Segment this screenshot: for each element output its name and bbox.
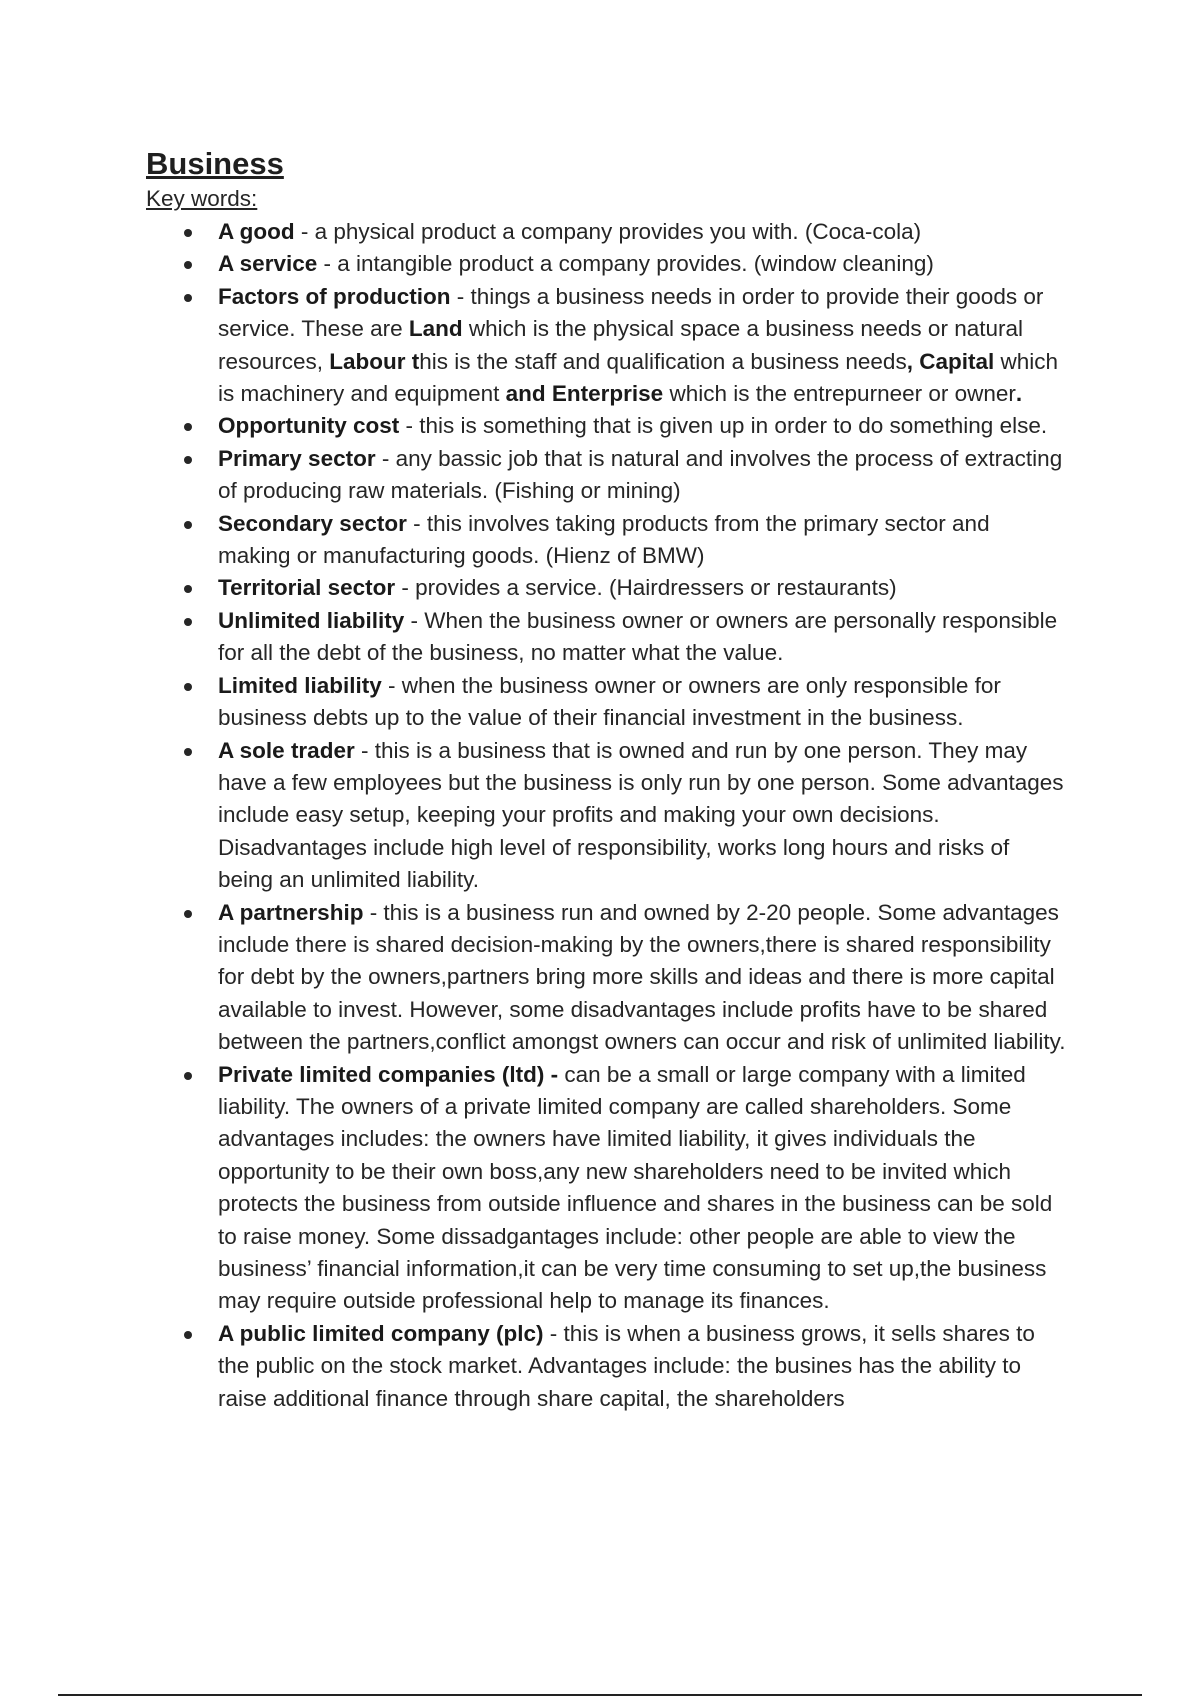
- list-item: [146, 248, 1066, 280]
- definition: - when the business owner or owners are only responsible for business debts up to the value of their financial investment in the business.: [218, 672, 1001, 731]
- term: Private limited companies (ltd) -: [218, 1061, 559, 1087]
- definition: - provides a service. (Hairdressers or restaurants): [395, 575, 897, 601]
- bullet-icon: [184, 683, 192, 691]
- term: Primary sector: [218, 445, 376, 471]
- list-item: [146, 410, 1066, 442]
- list-item: [146, 670, 1066, 735]
- term: Unlimited liability: [218, 607, 405, 633]
- definition: - this is a business run and owned by 2-20 people. Some advantages include there is shared decision-making by the owners,there is shared responsibility for debt by the owners,partners bring more skills and ideas and there is more capital available to invest. However, some disadvantages include profits have to be shared between the partners,conflict amongst owners can occur and risk of unlimited liability.: [218, 899, 1066, 1055]
- document-page: [146, 144, 1066, 1415]
- list-item: [146, 508, 1066, 573]
- definition: - this is when a business grows, it sells shares to the public on the stock market. Advantages include: the busines has the ability to raise additional finance through share capital, the shareholders: [218, 1320, 1035, 1411]
- bullet-icon: [184, 521, 192, 529]
- section-subtitle: Key words:: [146, 186, 258, 211]
- bullet-icon: [184, 229, 192, 237]
- term: Opportunity cost: [218, 413, 400, 439]
- definition: which is machinery and equipment: [218, 348, 1059, 407]
- list-item: [146, 443, 1066, 508]
- definition: - any bassic job that is natural and involves the process of extracting of producing raw materials. (Fishing or mining): [218, 445, 1063, 504]
- bullet-icon: [184, 618, 192, 626]
- term: A partnership: [218, 899, 364, 925]
- bullet-icon: [184, 456, 192, 464]
- page-divider: [58, 1694, 1142, 1696]
- bullet-icon: [184, 294, 192, 302]
- definition: - a intangible product a company provides. (window cleaning): [317, 251, 934, 277]
- key-words-list: [146, 216, 1066, 1415]
- list-item: [146, 281, 1066, 411]
- list-item: [146, 1059, 1066, 1318]
- period: .: [1015, 381, 1023, 407]
- term: A service: [218, 251, 318, 277]
- term: Limited liability: [218, 672, 382, 698]
- definition: - When the business owner or owners are personally responsible for all the debt of the business, no matter what the value.: [218, 607, 1058, 666]
- definition: - things a business needs in order to provide their goods or service. These are: [218, 283, 1044, 342]
- definition: his is the staff and qualification a business needs: [419, 348, 907, 374]
- term: A good: [218, 219, 295, 244]
- definition: - a physical product a company provides you with. (Coca-cola): [294, 219, 922, 244]
- list-item: [146, 897, 1066, 1059]
- term: Secondary sector: [218, 510, 407, 536]
- bullet-icon: [184, 748, 192, 756]
- term: Factors of production: [218, 283, 451, 309]
- list-item: [146, 216, 1066, 248]
- bullet-icon: [184, 910, 192, 918]
- bullet-icon: [184, 1331, 192, 1339]
- list-item: [146, 605, 1066, 670]
- page-title: Business: [146, 146, 284, 181]
- definition: which is the entrepurneer or owner: [663, 381, 1016, 407]
- definition: - this is a business that is owned and run by one person. They may have a few employees but the business is only run by one person. Some advantages include easy setup, keeping your profits and making your own decisions. Disadvantages include high level of responsibility, works long hours and risks of being an unlimited liability.: [218, 737, 1064, 893]
- definition: which is the physical space a business needs or natural resources,: [218, 316, 1023, 374]
- definition: - this involves taking products from the primary sector and making or manufacturing goods. (Hienz of BMW): [218, 510, 990, 569]
- list-item: [146, 572, 1066, 604]
- term-enterprise: and Enterprise: [505, 381, 664, 407]
- list-item: [146, 1318, 1066, 1415]
- term: Territorial sector: [218, 575, 396, 601]
- term-capital: , Capital: [906, 348, 995, 374]
- definition: can be a small or large company with a limited liability. The owners of a private limited company are called shareholders. Some advantages includes: the owners have limited liability, it gives individuals the opportunity to be their own boss,any new shareholders need to be invited which protects the business from outside influence and shares in the business can be sold to raise money. Some dissadgantages include: other people are able to view the business’ financial information,it can be very time consuming to set up,the business may require outside professional help to manage its finances.: [218, 1061, 1053, 1314]
- bullet-icon: [184, 423, 192, 431]
- term-land: Land: [408, 316, 463, 342]
- bullet-icon: [184, 261, 192, 269]
- term: A sole trader: [218, 737, 355, 763]
- bullet-icon: [184, 585, 192, 593]
- list-item: [146, 735, 1066, 897]
- bullet-icon: [184, 1072, 192, 1080]
- definition: - this is something that is given up in order to do something else.: [399, 413, 1048, 439]
- term-labour: Labour t: [329, 348, 420, 374]
- term: A public limited company (plc): [218, 1320, 544, 1346]
